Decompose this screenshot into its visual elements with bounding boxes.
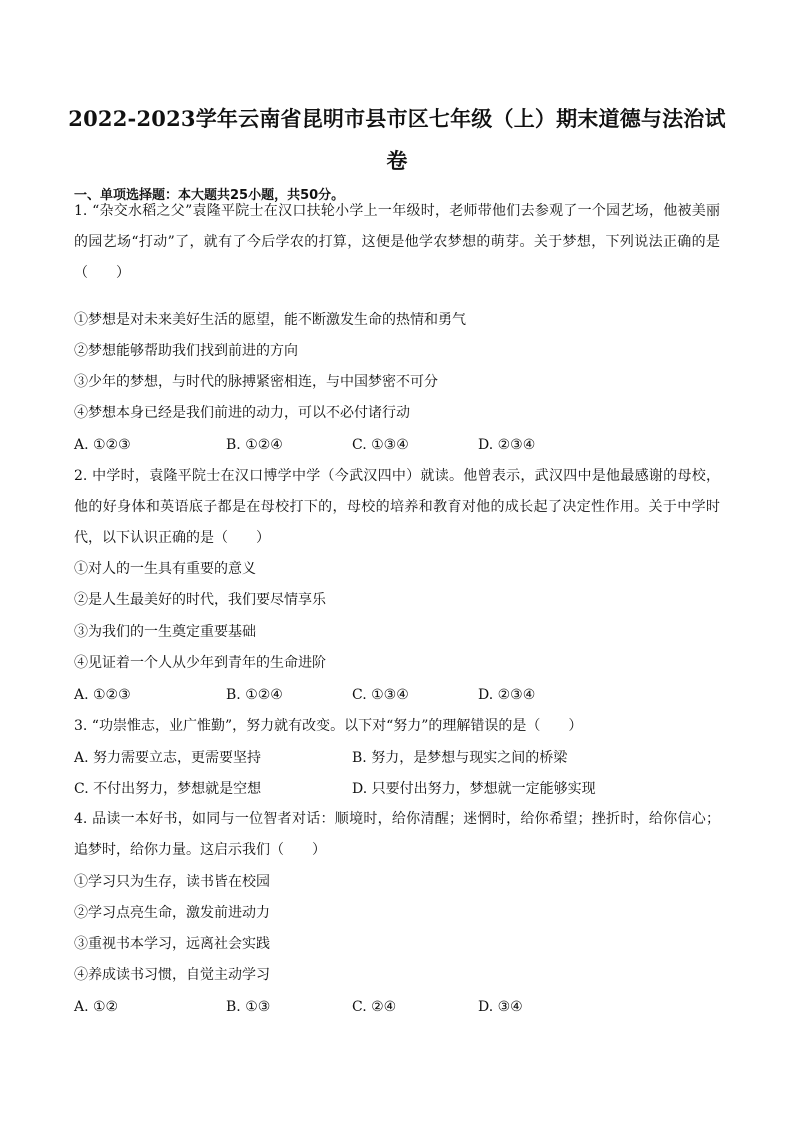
question-1-option-d: D. ②③④: [478, 437, 536, 453]
question-1-statement-3: ③少年的梦想，与时代的脉搏紧密相连，与中国梦密不可分: [74, 374, 438, 390]
question-4-option-c: C. ②④: [352, 999, 397, 1015]
question-3-stem: 3. “功崇惟志，业广惟勤”，努力就有改变。以下对“努力”的理解错误的是（ ）: [74, 718, 583, 734]
question-3-option-d: D. 只要付出努力，梦想就一定能够实现: [352, 781, 596, 797]
question-3-option-c: C. 不付出努力，梦想就是空想: [74, 781, 262, 797]
question-2-stem: 2. 中学时，袁隆平院士在汉口博学中学（今武汉四中）就读。他曾表示，武汉四中是他最感谢的母校，他的好身体和英语底子都是在母校打下的，母校的培养和教育对他的成长起了决定性作用。关于中学时代，以下认识正确的是（ ）: [74, 468, 720, 546]
question-2-statement-3: ③为我们的一生奠定重要基础: [74, 624, 256, 640]
exam-title: 2022-2023学年云南省昆明市县市区七年级（上）期末道德与法治试卷: [68, 106, 726, 173]
question-1-statement-1: ①梦想是对未来美好生活的愿望，能不断激发生命的热情和勇气: [74, 312, 466, 328]
question-3-option-b: B. 努力，是梦想与现实之间的桥梁: [352, 750, 568, 766]
question-3-option-a: A. 努力需要立志，更需要坚持: [74, 750, 262, 766]
question-4-statement-1: ①学习只为生存，读书皆在校园: [74, 874, 270, 890]
question-4-option-b: B. ①③: [226, 999, 271, 1015]
question-2-option-a: A. ①②③: [74, 687, 131, 703]
question-2-option-d: D. ②③④: [478, 687, 536, 703]
section-header: 一、单项选择题：本大题共25小题，共50分。: [74, 188, 345, 203]
question-1-option-b: B. ①②④: [226, 437, 283, 453]
question-1-statement-2: ②梦想能够帮助我们找到前进的方向: [74, 343, 298, 359]
question-2-option-c: C. ①③④: [352, 687, 409, 703]
question-2-option-b: B. ①②④: [226, 687, 283, 703]
question-2-statement-4: ④见证着一个人从少年到青年的生命进阶: [74, 655, 326, 671]
question-1-option-c: C. ①③④: [352, 437, 409, 453]
question-4-statement-4: ④养成读书习惯，自觉主动学习: [74, 967, 270, 983]
question-2-statement-1: ①对人的一生具有重要的意义: [74, 561, 256, 577]
question-4-statement-3: ③重视书本学习，远离社会实践: [74, 936, 270, 952]
question-1-option-a: A. ①②③: [74, 437, 131, 453]
question-4-option-d: D. ③④: [478, 999, 523, 1015]
question-4-option-a: A. ①②: [74, 999, 119, 1015]
question-4-statement-2: ②学习点亮生命，激发前进动力: [74, 905, 270, 921]
question-1-statement-4: ④梦想本身已经是我们前进的动力，可以不必付诸行动: [74, 405, 410, 421]
question-1-stem: 1. “杂交水稻之父”袁隆平院士在汉口扶轮小学上一年级时，老师带他们去参观了一个园艺场，他被美丽的园艺场“打动”了，就有了今后学农的打算，这便是他学农梦想的萌芽。关于梦想，下列说法正确的是（ ）: [74, 203, 720, 281]
question-4-stem: 4. 品读一本好书，如同与一位智者对话：顺境时，给你清醒；迷惘时，给你希望；挫折时，给你信心；追梦时，给你力量。这启示我们（ ）: [74, 811, 720, 858]
question-2-statement-2: ②是人生最美好的时代，我们要尽情享乐: [74, 592, 326, 608]
